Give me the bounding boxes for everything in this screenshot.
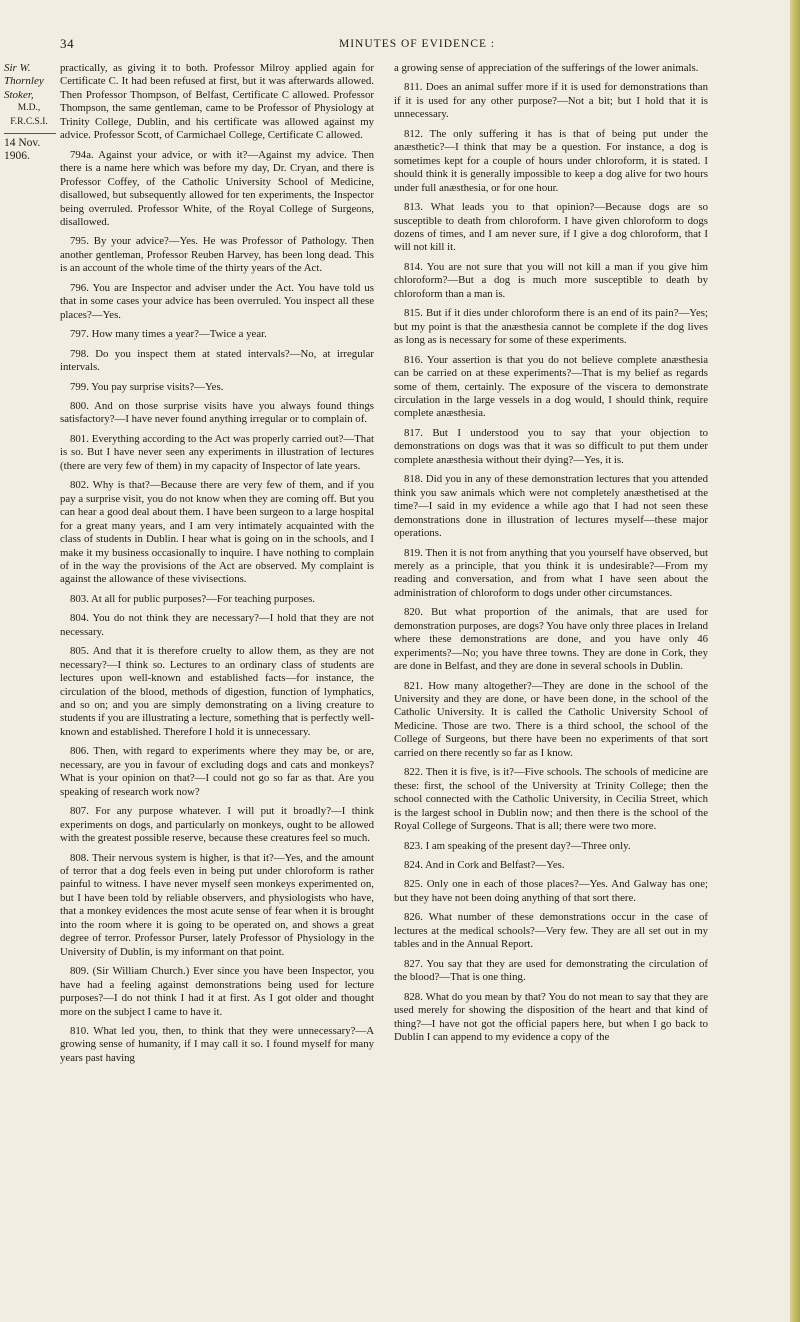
- paragraph: 801. Everything according to the Act was properly carried out?—That is so. But I have never seen any experiments in illustration of lectures (there are very few of them) in my capacity of Inspector of late years.: [60, 432, 374, 472]
- page-header: [0, 32, 790, 56]
- paragraph: 794a. Against your advice, or with it?—Against my advice. Then there is a name here which was before my day, Dr. Cryan, and there is Professor Coffey, of the Catholic University School of Medicine, disallowed, but subsequently allowed for ten experiments, the Inspector being overruled. Professor White, of the Royal College of Surgeons, disallowed.: [60, 148, 374, 228]
- paragraph: 816. Your assertion is that you do not believe complete anæsthesia can be carried on at these experiments?—That is my belief as regards some of them, certainly. The exposure of the viscera to demonstrate circulation in the large vessels in a dog would, I should think, require complete anæsthesia.: [394, 353, 708, 420]
- paragraph: 812. The only suffering it has is that of being put under the anæsthetic?—I think that may be a question. For instance, a dog is sometimes kept for a couple of hours under chloroform, it is stated. I should think it is generally impossible to keep a dog alive for two hours under full anæsthesia, or for one hour.: [394, 127, 708, 194]
- paragraph: 821. How many altogether?—They are done in the school of the University and they are done, or have been done, in the school of the Catholic University. It is called the Catholic University School of Medicine. Those are two. There is a third school, the school of the College of Surgeons, but there have been no experiments of that sort carried on there recently so far as I know.: [394, 679, 708, 759]
- paragraph: 811. Does an animal suffer more if it is used for demonstrations than if it is used for any other purpose?—Not a bit; but I hold that it is unnecessary.: [394, 81, 708, 121]
- paragraph: 808. Their nervous system is higher, is that it?—Yes, and the amount of terror that a dog feels even in being put under chloroform is rather painful to witness. I have never myself seen monkeys experimented on, but I have been told by reliable observers, and physiologists who have, that a monkey evidences the most acute sense of fear when it is brought into the room where it is going to be operated on, and shows a great degree of terror. Professor Purser, lately Professor of Physiology in the University of Dublin, is my informant on that point.: [60, 851, 374, 958]
- witness-degree-1: M.D.,: [17, 103, 41, 114]
- paragraph: 804. You do not think they are necessary?—I hold that they are not necessary.: [60, 612, 374, 638]
- paragraph: 817. But I understood you to say that your objection to demonstrations on dogs was that it was so difficult to put them under complete anæsthesia without their dying?—Yes, it is.: [394, 426, 708, 466]
- paragraph: 805. And that it is therefore cruelty to allow them, as they are not necessary?—I think so. Lectures to an ordinary class of students are lectures upon well-known and established facts—for instance, the circulation of the blood, methods of digestion, function of lymphatics, and so on; and you are simply demonstrating on a living creature to students if you are illustrating a lecture, something that is perfectly well-known and established. Therefore I hold it is unnecessary.: [60, 645, 374, 738]
- paragraph: 826. What number of these demonstrations occur in the case of lectures at the medical schools?—Very few. They are all set out in my tables and in the Annual Report.: [394, 911, 708, 951]
- paragraph: 799. You pay surprise visits?—Yes.: [70, 380, 224, 393]
- running-head: MINUTES OF EVIDENCE :: [339, 38, 496, 50]
- witness-name-1: Sir W.: [4, 62, 31, 74]
- witness-name-2: Thornley: [4, 75, 44, 88]
- margin-note: [4, 62, 54, 164]
- paragraph: 823. I am speaking of the present day?—Three only.: [404, 839, 631, 852]
- paragraph: 798. Do you inspect them at stated intervals?—No, at irregular intervals.: [60, 347, 374, 374]
- paragraph: 820. But what proportion of the animals, that are used for demonstration purposes, are dogs? You have only three places in Ireland where these demonstrations are done, and you have only 46 experiments?—No; you have three towns. They are done in Cork, they are done in Belfast, and they are done in several schools in Dublin.: [394, 606, 708, 673]
- paragraph: 809. (Sir William Church.) Ever since you have been Inspector, you have had a feeling against demonstrations being used for lecture purposes?—I do not think I had it at first. As I got older and thought more on the subject I came to have it.: [60, 965, 374, 1018]
- paragraph: 803. At all for public purposes?—For teaching purposes.: [70, 592, 315, 605]
- right-column: [394, 62, 708, 1050]
- paragraph: 814. You are not sure that you will not kill a man if you give him chloroform?—But a dog is much more susceptible to death by chloroform than a man is.: [394, 260, 708, 300]
- paragraph: a growing sense of appreciation of the sufferings of the lower animals.: [394, 62, 699, 74]
- paragraph: 819. Then it is not from anything that you yourself have observed, but merely as a principle, that you think it is undesirable?—From my reading and conversation, and from what I have seen about the administration of chloroform to dogs under other circumstances.: [394, 546, 708, 599]
- page-edge: [790, 0, 800, 1322]
- paragraph: 813. What leads you to that opinion?—Because dogs are so susceptible to death from chloroform. I have given chloroform to dogs dozens of times, and I am never sure, if I give a dog chloroform, that I will not kill it.: [394, 201, 708, 254]
- paragraph: 810. What led you, then, to think that they were unnecessary?—A growing sense of humanity, if I may call it so. I found myself for many years past having: [60, 1025, 374, 1064]
- paragraph: 827. You say that they are used for demonstrating the circulation of the blood?—That is one thing.: [394, 957, 708, 984]
- paragraph: 825. Only one in each of those places?—Yes. And Galway has one; but they have not been doing anything of that sort there.: [394, 878, 708, 904]
- left-column: [60, 62, 374, 1071]
- paragraph: 828. What do you mean by that? You do not mean to say that they are used merely for showing the disposition of the heart and that kind of thing?—I have not got the official papers here, but when I go back to Dublin I can append to my evidence a copy of the: [394, 990, 708, 1043]
- page-number: 34: [60, 36, 75, 51]
- witness-name-3: Stoker,: [4, 88, 34, 101]
- paragraph: 797. How many times a year?—Twice a year.: [70, 328, 267, 341]
- paragraph: 795. By your advice?—Yes. He was Professor of Pathology. Then another gentleman, Professor Reuben Harvey, has been long dead. This is an account of the whole time of the thirty years of the Act.: [60, 235, 374, 275]
- paragraph: 818. Did you in any of these demonstration lectures that you attended think you saw animals which were not completely anæsthetised at the time?—I said in my evidence a while ago that I had not seen these demonstrations done in illustration of lectures myself—these major operations.: [394, 473, 708, 540]
- witness-degree-2: F.R.C.S.I.: [10, 116, 48, 127]
- paragraph: 806. Then, with regard to experiments where they may be, or are, necessary, are you in favour of excluding dogs and cats and monkeys? What is your opinion on that?—I could not go so far as that. Are you speaking of research work now?: [60, 745, 374, 798]
- paragraph: practically, as giving it to both. Professor Milroy applied again for Certificate C. It had been refused at first, but it was afterwards allowed. Then Professor Thompson, of Belfast, Certificate C allowed. Professor Thompson, the same gentleman, came to be Professor of Physiology at Trinity College, Dublin, and his certificate was allowed against my advice. Professor Scott, of Carmichael College, Certificate C allowed.: [60, 62, 374, 142]
- paragraph: 800. And on those surprise visits have you always found things satisfactory?—I have never found anything irregular or to complain of.: [60, 399, 374, 426]
- paragraph: 815. But if it dies under chloroform there is an end of its pain?—Yes; but my point is that the anæsthesia cannot be complete if the dog lives as long as is necessary for some of these experiments.: [394, 307, 708, 347]
- paragraph: 802. Why is that?—Because there are very few of them, and if you pay a surprise visit, you do not know when they are coming off. But you can hear a good deal about them. I have been surgeon to a large hospital for a great many years, and I am very intimately acquainted with the class of students in Dublin. I hear what is going on in the schools, and I make it my business occasionally to inquire. I have nothing to complain of in the way the provisions of the Act are observed. My complaint is against the allowance of these vivisections.: [60, 479, 374, 586]
- paragraph: 796. You are Inspector and adviser under the Act. You have told us that in some cases your advice has been overruled. You inspect all these places?—Yes.: [60, 281, 374, 321]
- paragraph: 824. And in Cork and Belfast?—Yes.: [404, 859, 565, 872]
- paragraph: 807. For any purpose whatever. I will put it broadly?—I think experiments on dogs, and particularly on monkeys, ought to be allowed with the greatest possible reserve, because these creatures feel so much.: [60, 805, 374, 845]
- hearing-date: 14 Nov. 1906.: [4, 133, 56, 164]
- paragraph: 822. Then it is five, is it?—Five schools. The schools of medicine are these: first, the school of the University at Trinity College; then the school connected with the Catholic University, in Cecilia Street, which is the largest school in Dublin now; and then there is the school of the Royal College of Surgeons. That is all; there were two more.: [394, 766, 708, 833]
